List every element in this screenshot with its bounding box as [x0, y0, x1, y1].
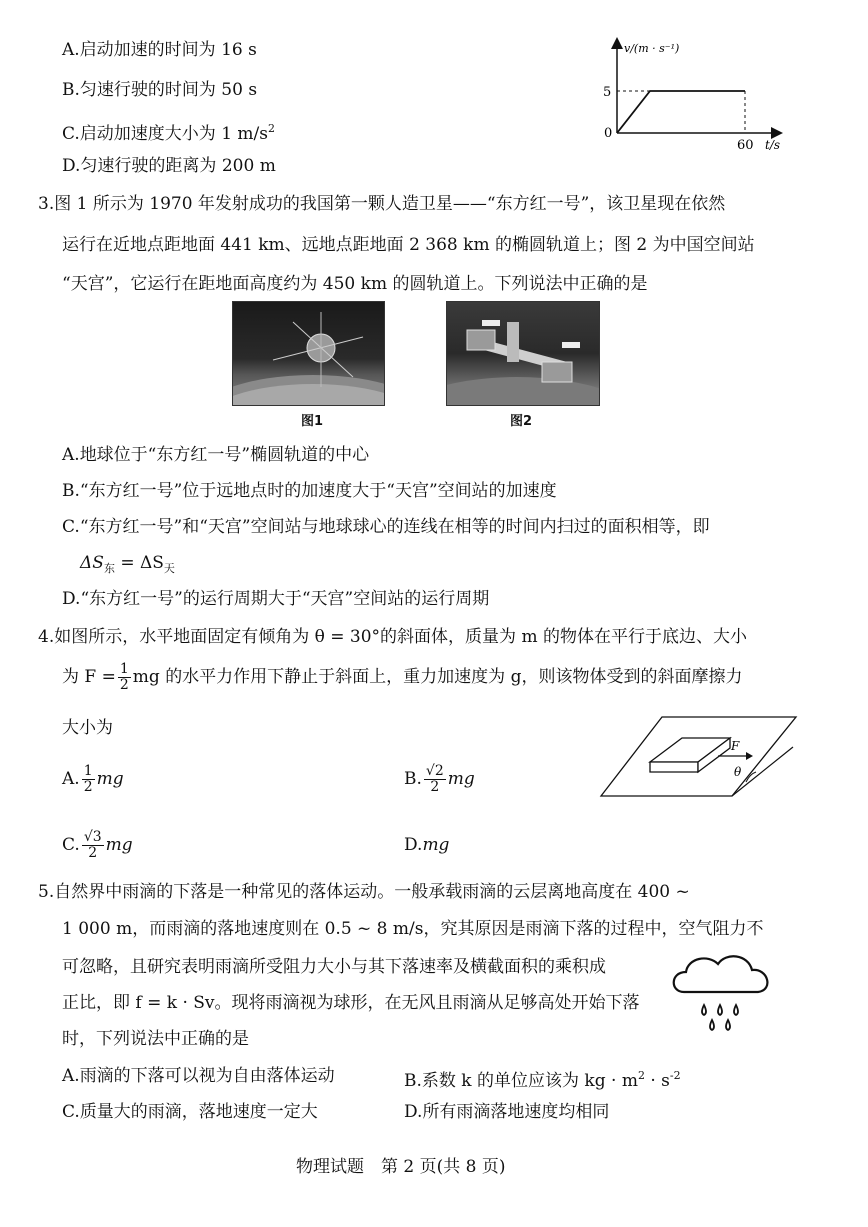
q4-option-d: D.mg	[404, 835, 450, 855]
q5-option-d: D.所有雨滴落地速度均相同	[404, 1102, 610, 1122]
q2-option-c: C.启动加速度大小为 1 $m/s^2$	[62, 122, 276, 144]
force-arrowhead	[746, 752, 753, 760]
velocity-time-graph	[600, 30, 800, 155]
graph-velocity-line	[617, 91, 745, 133]
q3-stem-line-2: 运行在近地点距地面 441 km、远地点距地面 2 368 km 的椭圆轨道上；图 2 为中国空间站	[62, 235, 755, 255]
q3-option-d: D.“东方红一号”的运行周期大于“天宫”空间站的运行周期	[62, 589, 490, 609]
page-footer: 物理试题 第 2 页(共 8 页)	[296, 1157, 506, 1177]
q3-option-c: C.“东方红一号”和“天宫”空间站与地球球心的连线在相等的时间内扫过的面积相等，即	[62, 517, 710, 537]
q4-stem-line-3: 大小为	[62, 718, 113, 738]
q2-option-d: D.匀速行驶的距离为 200 m	[62, 156, 276, 176]
q4-stem-line-2: 为 F = $\frac{1}{2}$ mg 的水平力作用下静止于斜面上，重力加速度为 g，则该物体受到的斜面摩擦力	[62, 661, 743, 693]
q4-option-a: A. $\frac{1}{2}$ mg	[62, 763, 124, 795]
force-label: F	[731, 739, 740, 753]
q5-stem-line-3: 可忽略，且研究表明雨滴所受阻力大小与其下落速率及横截面积的乘积成	[62, 957, 606, 977]
q5-option-a: A.雨滴的下落可以视为自由落体运动	[62, 1066, 335, 1086]
q4-stem-line-1: 4.如图所示，水平地面固定有倾角为 θ = 30°的斜面体，质量为 m 的物体在平行于底边、大小	[38, 627, 747, 647]
q4-frac-half: $\frac{1}{2}$	[119, 661, 129, 693]
q5-stem-line-2: 1 000 m，而雨滴的落地速度则在 0.5 ~ 8 m/s，究其原因是雨滴下落的过程中，空气阻力不	[62, 919, 764, 939]
q5-option-c: C.质量大的雨滴，落地速度一定大	[62, 1102, 318, 1122]
q4-option-b: B. $\frac{√2}{2}$ mg	[404, 763, 475, 795]
graph-origin: 0	[604, 126, 613, 141]
q4-option-c: C. $\frac{√3}{2}$ mg	[62, 829, 133, 861]
angle-label: θ	[734, 765, 742, 779]
q5-option-b: B.系数 k 的单位应该为 kg · $m^2 \cdot s^{-2}$	[404, 1069, 681, 1091]
q2-option-a: A.启动加速的时间为 16 s	[62, 40, 257, 60]
q5-stem-line-4: 正比，即 f = k · Sv。现将雨滴视为球形，在无风且雨滴从足够高处开始下落	[62, 993, 640, 1013]
figure-1-caption: 图1	[301, 414, 324, 429]
q3-stem-line-1: 3.图 1 所示为 1970 年发射成功的我国第一颗人造卫星——“东方红一号”，该卫星现在依然	[38, 194, 726, 214]
rain-cloud-icon	[666, 950, 778, 1038]
graph-y-tick: 5	[603, 85, 612, 100]
graph-x-label: t/s	[765, 138, 781, 152]
block-front	[650, 762, 698, 772]
q3-option-b: B.“东方红一号”位于远地点时的加速度大于“天宫”空间站的加速度	[62, 481, 557, 501]
figure-1-satellite-photo	[232, 301, 385, 406]
incline-figure	[598, 712, 798, 798]
q3-stem-line-3: “天宫”，它运行在距地面高度约为 450 km 的圆轨道上。下列说法中正确的是	[62, 274, 648, 294]
figure-2-space-station-photo	[446, 301, 600, 406]
graph-y-label: v/(m · s⁻¹)	[624, 42, 680, 55]
figure-2-caption: 图2	[510, 414, 533, 429]
q5-stem-line-5: 时，下列说法中正确的是	[62, 1029, 249, 1049]
graph-x-tick: 60	[737, 138, 754, 153]
q3-option-c-formula: $\Delta S_东 = \Delta S_天$	[80, 553, 175, 575]
q5-stem-line-1: 5.自然界中雨滴的下落是一种常见的落体运动。一般承载雨滴的云层离地高度在 400 ~	[38, 882, 690, 902]
q2-option-b: B.匀速行驶的时间为 50 s	[62, 80, 258, 100]
q3-option-a: A.地球位于“东方红一号”椭圆轨道的中心	[62, 445, 370, 465]
